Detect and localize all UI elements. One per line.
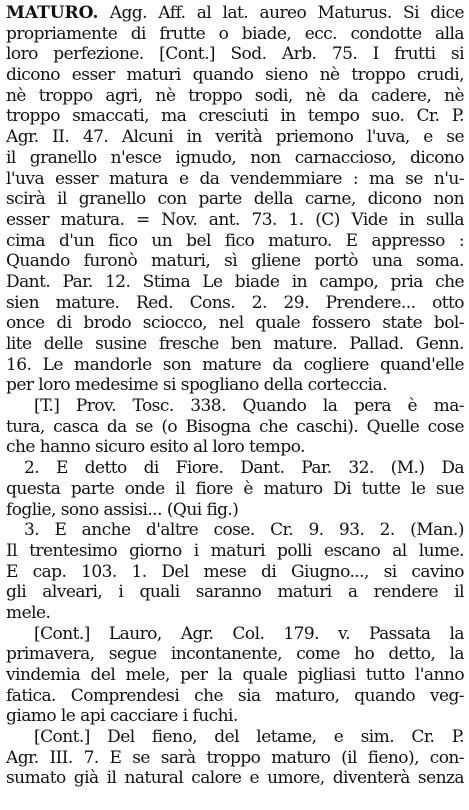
entry-line [6,334,464,355]
entry-line-text: sumato già il natural calore e umore, diventerà senza [6,768,464,789]
entry-line-text: 16. Le mandorle son mature da cogliere quand'elle [6,354,464,375]
entry-line [6,169,464,190]
entry-line [6,313,464,334]
entry-line-text: Dant. Par. 12. Stima Le biade in campo, pria che [6,271,464,292]
entry-line-text: cima d'un fico un bel fico maturo. E appresso : [6,230,464,251]
entry-line [6,437,464,458]
entry-line [6,479,464,500]
dictionary-entry-maturo [6,3,464,789]
entry-line [6,106,464,127]
entry-line [6,355,464,376]
entry-line-text: sien mature. Red. Cons. 2. 29. Prendere... otto [6,292,464,313]
entry-line [6,768,464,789]
entry-line-text: Quando furonò maturi, sì gliene portò una soma. [6,251,464,272]
entry-line-text: esser matura. = Nov. ant. 73. 1. (C) Vide in sulla [6,209,464,230]
entry-line [6,231,464,252]
entry-line-text: troppo smaccati, ma cresciuti in tempo suo. Cr. P. [6,106,464,127]
entry-line [6,293,464,314]
entry-line [6,603,464,624]
entry-line-text: once di brodo sciocco, nel quale fossero state bol- [6,313,464,334]
entry-line-text: E cap. 103. 1. Del mese di Giugno..., si cavino [6,561,464,582]
entry-line [6,644,464,665]
entry-line-text: giamo le api cacciare i fuchi. [6,706,238,727]
entry-line [6,251,464,272]
entry-line-text: [Cont.] Del fieno, del letame, e sim. Cr. P. [34,727,464,748]
entry-line-text: che hanno sicuro esito al loro tempo. [6,437,305,458]
entry-line-text: dicono esser maturi quando sieno nè troppo crudi, [6,65,464,86]
entry-line-text: primavera, segue incontanente, come ho detto, la [6,644,464,665]
entry-line [6,665,464,686]
entry-line [6,520,464,541]
entry-line [6,706,464,727]
entry-line-text: 3. E anche d'altre cose. Cr. 9. 93. 2. (Man.) [24,520,464,541]
entry-line [6,86,464,107]
entry-line-text: fatica. Comprendesi che sia maturo, quando veg- [6,685,464,706]
entry-line-text: 2. E detto di Fiore. Dant. Par. 32. (M.) Da [24,458,464,479]
entry-line [6,127,464,148]
entry-line [6,748,464,769]
entry-line [6,500,464,521]
entry-line [6,44,464,65]
entry-line-text: Agr. II. 47. Alcuni in verità priemono l'uva, e se [6,127,464,148]
entry-line [6,24,464,45]
entry-line-text: gli alveari, i quali saranno maturi a rendere il [6,582,464,603]
entry-line [6,189,464,210]
entry-line-text: questa parte onde il fiore è maturo Di tutte le sue [6,478,464,499]
entry-line-text: lite delle susine fresche ben mature. Pallad. Genn. [6,334,464,354]
entry-line [6,624,464,645]
entry-line-text: scirà il granello con parte della carne, dicono non [6,189,464,210]
entry-line [6,686,464,707]
entry-line [6,417,464,438]
entry-line-text: Agg. Aff. al lat. aureo Maturus. Si dice [98,3,464,23]
entry-line-text: tura, casca da se (o Bisogna che caschi). Quelle cose [6,416,464,437]
entry-line-text: nè troppo agri, nè troppo sodi, nè da cadere, nè [6,85,464,106]
entry-line [6,375,464,396]
entry-line [6,562,464,583]
entry-line [6,210,464,231]
entry-line [6,396,464,417]
headword: MATURO. [6,3,99,23]
entry-line [6,65,464,86]
entry-line-text: foglie, sono assisi... (Qui fig.) [6,499,239,520]
entry-line-text: Il trentesimo giorno i maturi polli escano al lume. [6,540,464,561]
entry-line-text: per loro medesime si spogliano della corteccia. [6,375,387,396]
entry-line [6,582,464,603]
entry-line-text: loro perfezione. [Cont.] Sod. Arb. 75. I frutti si [6,44,464,65]
entry-line-text: [T.] Prov. Tosc. 338. Quando la pera è ma- [34,396,464,417]
entry-line-text: [Cont.] Lauro, Agr. Col. 179. v. Passata la [34,623,464,644]
entry-line-text: l'uva esser matura e da vendemmiare : ma se n'u- [6,168,464,189]
entry-line [6,148,464,169]
entry-line [6,3,464,24]
entry-line-text: mele. [6,602,51,623]
entry-line-text: propriamente di frutte o biade, ecc. condotte alla [6,23,464,44]
entry-line [6,541,464,562]
entry-line [6,458,464,479]
entry-line-text: vindemia del mele, per la quale pigliasi tutto l'anno [6,665,464,685]
entry-line [6,272,464,293]
entry-line-text: il granello n'esce ignudo, non carnaccioso, dicono [6,147,464,168]
entry-line-text: Agr. III. 7. E se sarà troppo maturo (il fieno), con- [6,747,464,768]
entry-line [6,727,464,748]
